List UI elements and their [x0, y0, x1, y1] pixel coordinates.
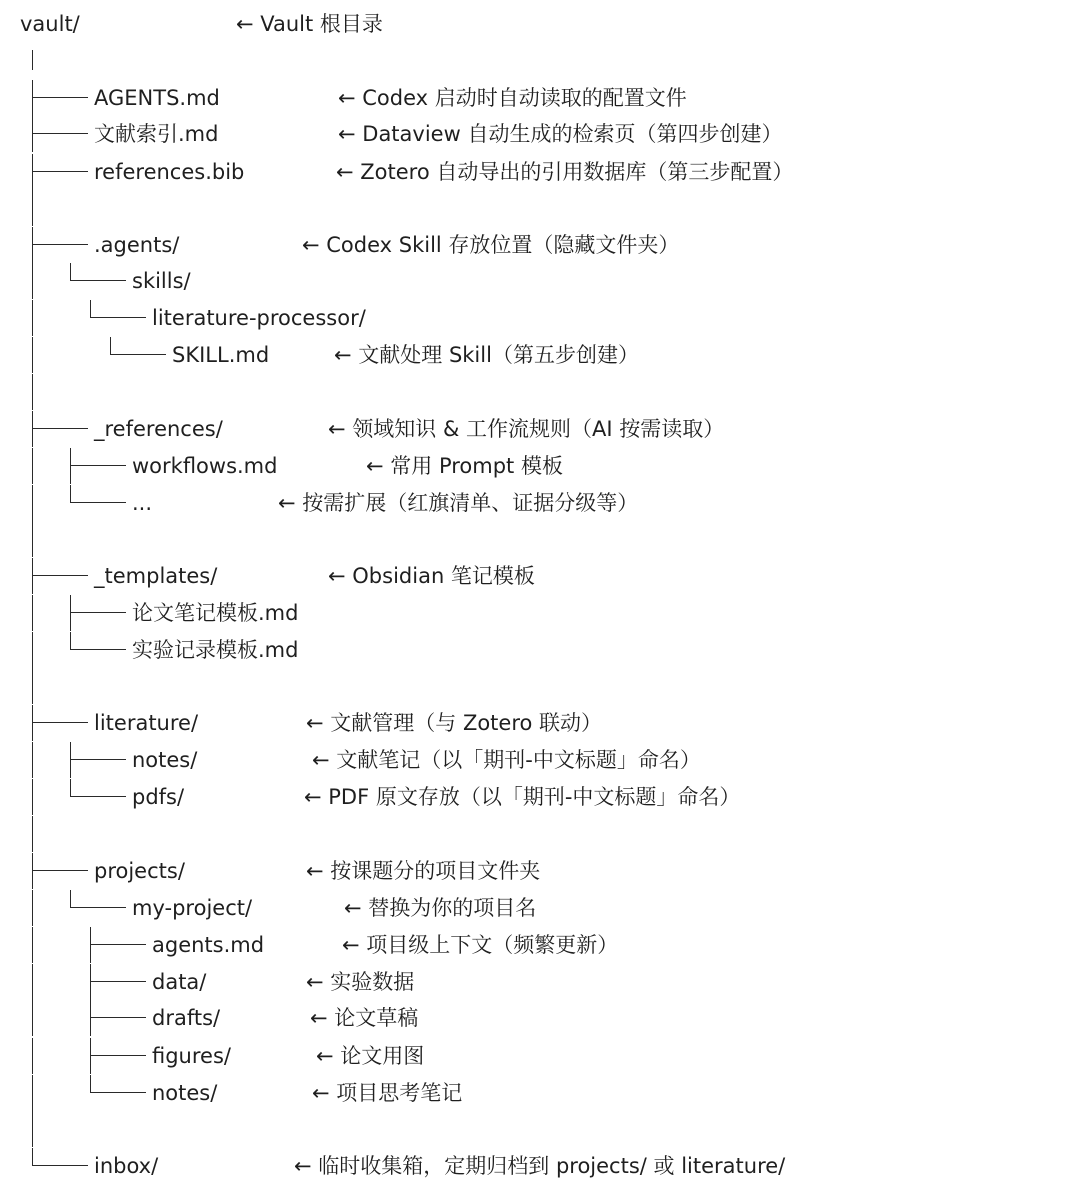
file-name-agents-md: AGENTS.md: [94, 86, 220, 110]
folder-name-project-notes: notes/: [152, 1081, 218, 1105]
tree-guide-line: [32, 485, 33, 521]
folder-comment: ← 文献管理（与 Zotero 联动）: [306, 711, 603, 735]
tree-guide-line: [32, 816, 33, 852]
folder-name-drafts: drafts/: [152, 1006, 221, 1030]
tree-row-pdfs-folder[interactable]: [0, 779, 1080, 815]
root-folder-name: vault/: [20, 12, 80, 36]
file-name-experiment-record-template: 实验记录模板.md: [132, 638, 299, 662]
tree-spacer: [0, 190, 1080, 226]
tree-branch-line: [32, 870, 88, 871]
tree-guide-line: [32, 890, 33, 926]
tree-row-ellipsis[interactable]: [0, 485, 1080, 521]
tree-guide-line: [32, 1075, 33, 1111]
folder-name-pdfs: pdfs/: [132, 785, 185, 809]
tree-spacer: [0, 42, 1080, 78]
tree-branch-line: [70, 502, 126, 503]
tree-row-index-md[interactable]: [0, 116, 1080, 152]
tree-branch-line: [32, 97, 88, 98]
tree-branch-line: [90, 1055, 146, 1056]
folder-comment: ← 领域知识 & 工作流规则（AI 按需读取）: [328, 417, 725, 441]
tree-guide-line: [32, 374, 33, 410]
folder-name-skills: skills/: [132, 269, 191, 293]
tree-row-project-agents-md[interactable]: [0, 927, 1080, 963]
tree-spacer: [0, 521, 1080, 557]
tree-root: [0, 6, 1080, 42]
folder-name-literature-notes: notes/: [132, 748, 198, 772]
file-comment: ← 文献处理 Skill（第五步创建）: [334, 343, 639, 367]
file-comment: ← 项目级上下文（频繁更新）: [342, 933, 619, 957]
tree-branch-line: [90, 981, 146, 982]
tree-guide-line: [70, 890, 71, 908]
tree-guide-line: [32, 1111, 33, 1147]
tree-guide-line: [70, 263, 71, 281]
tree-row-project-notes-folder[interactable]: [0, 1075, 1080, 1111]
tree-branch-line: [32, 244, 88, 245]
file-name-paper-note-template: 论文笔记模板.md: [132, 601, 299, 625]
tree-guide-line: [32, 1038, 33, 1074]
file-comment: ← 常用 Prompt 模板: [366, 454, 563, 478]
tree-row-my-project-folder[interactable]: [0, 890, 1080, 926]
tree-branch-line: [70, 649, 126, 650]
tree-row-references-bib[interactable]: [0, 154, 1080, 190]
folder-name-projects: projects/: [94, 859, 185, 883]
tree-row-literature-processor-folder[interactable]: [0, 300, 1080, 336]
tree-branch-line: [70, 796, 126, 797]
file-name-references-bib: references.bib: [94, 160, 245, 184]
file-comment: ← Dataview 自动生成的检索页（第四步创建）: [338, 122, 783, 146]
tree-guide-line: [32, 300, 33, 336]
tree-row-workflows-md[interactable]: [0, 448, 1080, 484]
tree-guide-line: [32, 448, 33, 484]
tree-row-skill-md[interactable]: [0, 337, 1080, 373]
tree-guide-line: [90, 1075, 91, 1093]
tree-row-agents-folder[interactable]: [0, 227, 1080, 263]
folder-comment: ← Codex Skill 存放位置（隐藏文件夹）: [302, 233, 680, 257]
folder-name-my-project: my-project/: [132, 896, 253, 920]
folder-name-data: data/: [152, 970, 207, 994]
tree-guide-line: [32, 668, 33, 704]
tree-guide-line: [70, 779, 71, 797]
tree-row-inbox-folder[interactable]: [0, 1148, 1080, 1184]
folder-name-figures: figures/: [152, 1044, 231, 1068]
tree-spacer: [0, 668, 1080, 704]
folder-name-templates: _templates/: [94, 564, 218, 588]
tree-row-data-folder[interactable]: [0, 964, 1080, 1000]
file-name-ellipsis: ...: [132, 491, 153, 515]
folder-comment: ← 文献笔记（以「期刊-中文标题」命名）: [312, 748, 701, 772]
tree-row-skills-folder[interactable]: [0, 263, 1080, 299]
tree-guide-line: [32, 50, 33, 70]
tree-branch-line: [90, 1017, 146, 1018]
tree-branch-line: [70, 465, 126, 466]
folder-name-literature-processor: literature-processor/: [152, 306, 366, 330]
file-name-workflows-md: workflows.md: [132, 454, 278, 478]
folder-comment: ← PDF 原文存放（以「期刊-中文标题」命名）: [304, 785, 741, 809]
tree-guide-line: [32, 337, 33, 373]
folder-comment: ← 论文草稿: [310, 1006, 419, 1030]
folder-comment: ← 临时收集箱，定期归档到 projects/ 或 literature/: [294, 1154, 786, 1178]
tree-spacer: [0, 374, 1080, 410]
tree-guide-line: [32, 779, 33, 815]
file-name-skill-md: SKILL.md: [172, 343, 270, 367]
tree-row-projects-folder[interactable]: [0, 853, 1080, 889]
root-folder-comment: ← Vault 根目录: [236, 12, 383, 36]
tree-spacer: [0, 1111, 1080, 1147]
tree-branch-line: [32, 171, 88, 172]
tree-guide-line: [32, 595, 33, 631]
tree-branch-line: [90, 944, 146, 945]
folder-name-agents: .agents/: [94, 233, 180, 257]
tree-guide-line: [32, 190, 33, 226]
tree-guide-line: [70, 632, 71, 650]
tree-branch-line: [32, 133, 88, 134]
tree-guide-line: [32, 964, 33, 1000]
tree-guide-line: [70, 485, 71, 503]
tree-row-agents-md[interactable]: [0, 80, 1080, 116]
tree-guide-line: [32, 1000, 33, 1036]
tree-guide-line: [90, 300, 91, 318]
file-comment: ← Codex 启动时自动读取的配置文件: [338, 86, 687, 110]
tree-branch-line: [110, 354, 166, 355]
tree-branch-line: [32, 575, 88, 576]
tree-branch-line: [90, 1092, 146, 1093]
tree-row-drafts-folder[interactable]: [0, 1000, 1080, 1036]
tree-guide-line: [32, 1148, 33, 1166]
folder-name-references: _references/: [94, 417, 223, 441]
folder-comment: ← 论文用图: [316, 1044, 425, 1068]
tree-row-templates-folder[interactable]: [0, 558, 1080, 594]
tree-branch-line: [70, 759, 126, 760]
tree-branch-line: [32, 722, 88, 723]
tree-guide-line: [32, 632, 33, 668]
tree-branch-line: [70, 907, 126, 908]
tree-guide-line: [32, 742, 33, 778]
tree-row-paper-note-template[interactable]: [0, 595, 1080, 631]
tree-branch-line: [70, 280, 126, 281]
tree-guide-line: [32, 927, 33, 963]
tree-row-references-folder[interactable]: [0, 411, 1080, 447]
tree-branch-line: [70, 612, 126, 613]
tree-branch-line: [90, 317, 146, 318]
file-name-project-agents-md: agents.md: [152, 933, 265, 957]
tree-branch-line: [32, 428, 88, 429]
tree-spacer: [0, 816, 1080, 852]
folder-comment: ← Obsidian 笔记模板: [328, 564, 535, 588]
folder-comment: ← 项目思考笔记: [312, 1081, 463, 1105]
tree-guide-line: [110, 337, 111, 355]
file-comment: ← Zotero 自动导出的引用数据库（第三步配置）: [336, 160, 794, 184]
tree-branch-line: [32, 1165, 88, 1166]
folder-name-literature: literature/: [94, 711, 199, 735]
folder-name-inbox: inbox/: [94, 1154, 159, 1178]
folder-comment: ← 按课题分的项目文件夹: [306, 859, 541, 883]
tree-row-literature-folder[interactable]: [0, 705, 1080, 741]
folder-comment: ← 实验数据: [306, 970, 415, 994]
file-comment: ← 按需扩展（红旗清单、证据分级等）: [278, 491, 639, 515]
tree-guide-line: [32, 521, 33, 557]
tree-row-figures-folder[interactable]: [0, 1038, 1080, 1074]
file-name-index-md: 文献索引.md: [94, 122, 219, 146]
tree-guide-line: [32, 263, 33, 299]
folder-comment: ← 替换为你的项目名: [344, 896, 537, 920]
tree-row-experiment-record-template[interactable]: [0, 632, 1080, 668]
tree-row-literature-notes-folder[interactable]: [0, 742, 1080, 778]
